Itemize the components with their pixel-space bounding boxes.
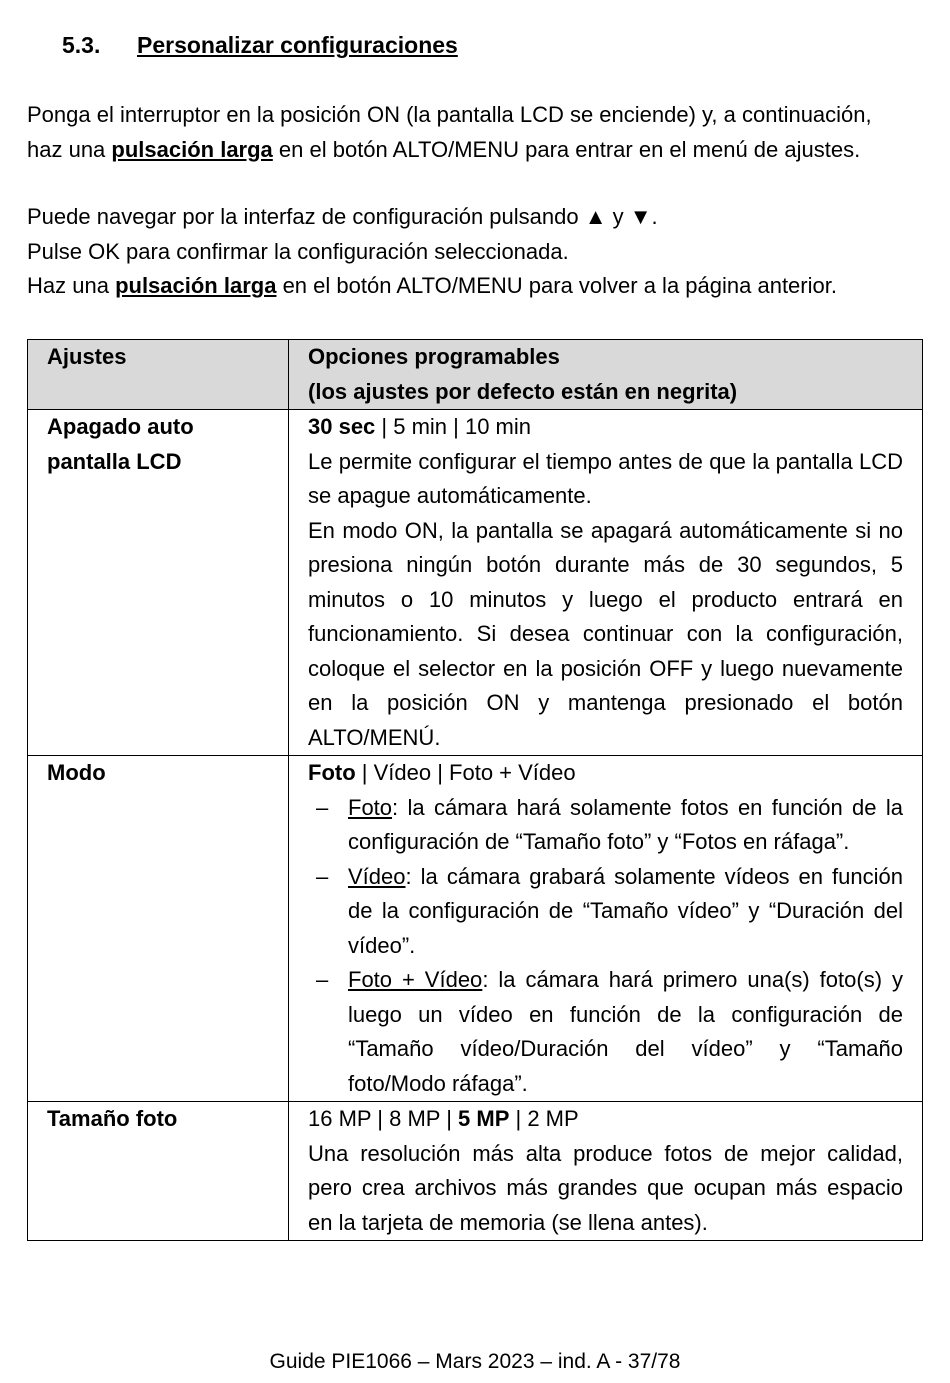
other-options: | 2 MP: [509, 1106, 579, 1131]
default-option: 30 sec: [308, 414, 376, 439]
intro-text: en el botón ALTO/MENU para volver a la página anterior.: [276, 273, 837, 298]
other-options: | 5 min | 10 min: [375, 414, 532, 439]
section-title: Personalizar configuraciones: [137, 32, 458, 58]
intro-paragraph-2: [27, 200, 923, 304]
list-term: Vídeo: [348, 863, 406, 889]
list-item: [308, 860, 903, 964]
setting-options: [289, 756, 923, 1102]
setting-description: Una resolución más alta produce fotos de mejor calidad, pero crea archivos más grandes que ocupan más espacio en la tarjeta de memoria (se llena antes).: [308, 1140, 903, 1235]
settings-table: [27, 339, 923, 1241]
back-instruction: [27, 269, 923, 304]
option-values: [308, 756, 903, 791]
table-row: [28, 1102, 923, 1241]
list-text: : la cámara hará solamente fotos en función de la configuración de “Tamaño foto” y “Fotos en ráfaga”.: [348, 794, 903, 854]
setting-name: Tamaño foto: [28, 1102, 289, 1241]
page-footer: Guide PIE1066 – Mars 2023 – ind. A - 37/78: [269, 1350, 681, 1373]
dash-icon: –: [316, 794, 329, 820]
setting-options: [289, 410, 923, 756]
intro-text: Haz una: [27, 273, 116, 298]
default-option: 5 MP: [458, 1106, 510, 1131]
intro-text: haz una: [27, 136, 112, 162]
option-values: [308, 410, 903, 445]
table-row: [28, 756, 923, 1102]
mode-list: [308, 791, 903, 1102]
section-number: 5.3.: [62, 32, 101, 58]
setting-description: En modo ON, la pantalla se apagará automáticamente si no presiona ningún botón durante más de 30 segundos, 5 minutos o 10 minutos y luego el producto entrará en funcionamiento. Si desea continuar con la configuración, coloque el selector en la posición OFF y luego nuevamente en la posición ON y mantenga presionado el botón ALTO/MENÚ.: [308, 517, 903, 750]
list-text: : la cámara hará primero una(s) foto(s) y luego un vídeo en función de la configuración de “Tamaño vídeo/Duración del vídeo” y “Tamaño foto/Modo ráfaga”.: [348, 967, 903, 1096]
list-item: [308, 791, 903, 860]
list-term: Foto + Vídeo: [348, 967, 483, 992]
navigation-instruction: Puede navegar por la interfaz de configuración pulsando ▲ y ▼.: [27, 204, 658, 229]
default-option: Foto: [308, 760, 356, 785]
list-text: : la cámara grabará solamente vídeos en función de la configuración de “Tamaño vídeo” y “Duración del vídeo”.: [348, 863, 903, 958]
setting-options: [289, 1102, 923, 1241]
header-options-note: (los ajustes por defecto están en negrita): [308, 378, 738, 404]
table-row: [28, 410, 923, 756]
other-options: 16 MP | 8 MP |: [308, 1106, 459, 1131]
dash-icon: –: [316, 863, 329, 889]
option-values: [308, 1102, 903, 1137]
list-term: Foto: [348, 794, 393, 820]
setting-name: Apagado auto pantalla LCD: [28, 410, 289, 756]
setting-description: Le permite configurar el tiempo antes de que la pantalla LCD se apague automáticamente.: [308, 448, 903, 508]
table-header-row: [28, 340, 923, 410]
section-heading: [62, 32, 458, 59]
intro-line-1: Ponga el interruptor en la posición ON (la pantalla LCD se enciende) y, a continuación,: [27, 102, 872, 127]
intro-paragraph-1: [27, 98, 923, 167]
intro-text: en el botón ALTO/MENU para entrar en el menú de ajustes.: [272, 136, 861, 162]
header-options: [289, 340, 923, 410]
list-item: [308, 963, 903, 1101]
emphasis-long-press: pulsación larga: [115, 273, 277, 298]
header-options-title: Opciones programables: [308, 344, 560, 369]
other-options: | Vídeo | Foto + Vídeo: [355, 760, 576, 785]
confirm-instruction: Pulse OK para confirmar la configuración seleccionada.: [27, 238, 569, 264]
emphasis-long-press: pulsación larga: [111, 136, 273, 162]
intro-line-2: [27, 133, 923, 168]
setting-name: Modo: [28, 756, 289, 1102]
dash-icon: –: [316, 967, 329, 992]
header-settings: Ajustes: [28, 340, 289, 410]
